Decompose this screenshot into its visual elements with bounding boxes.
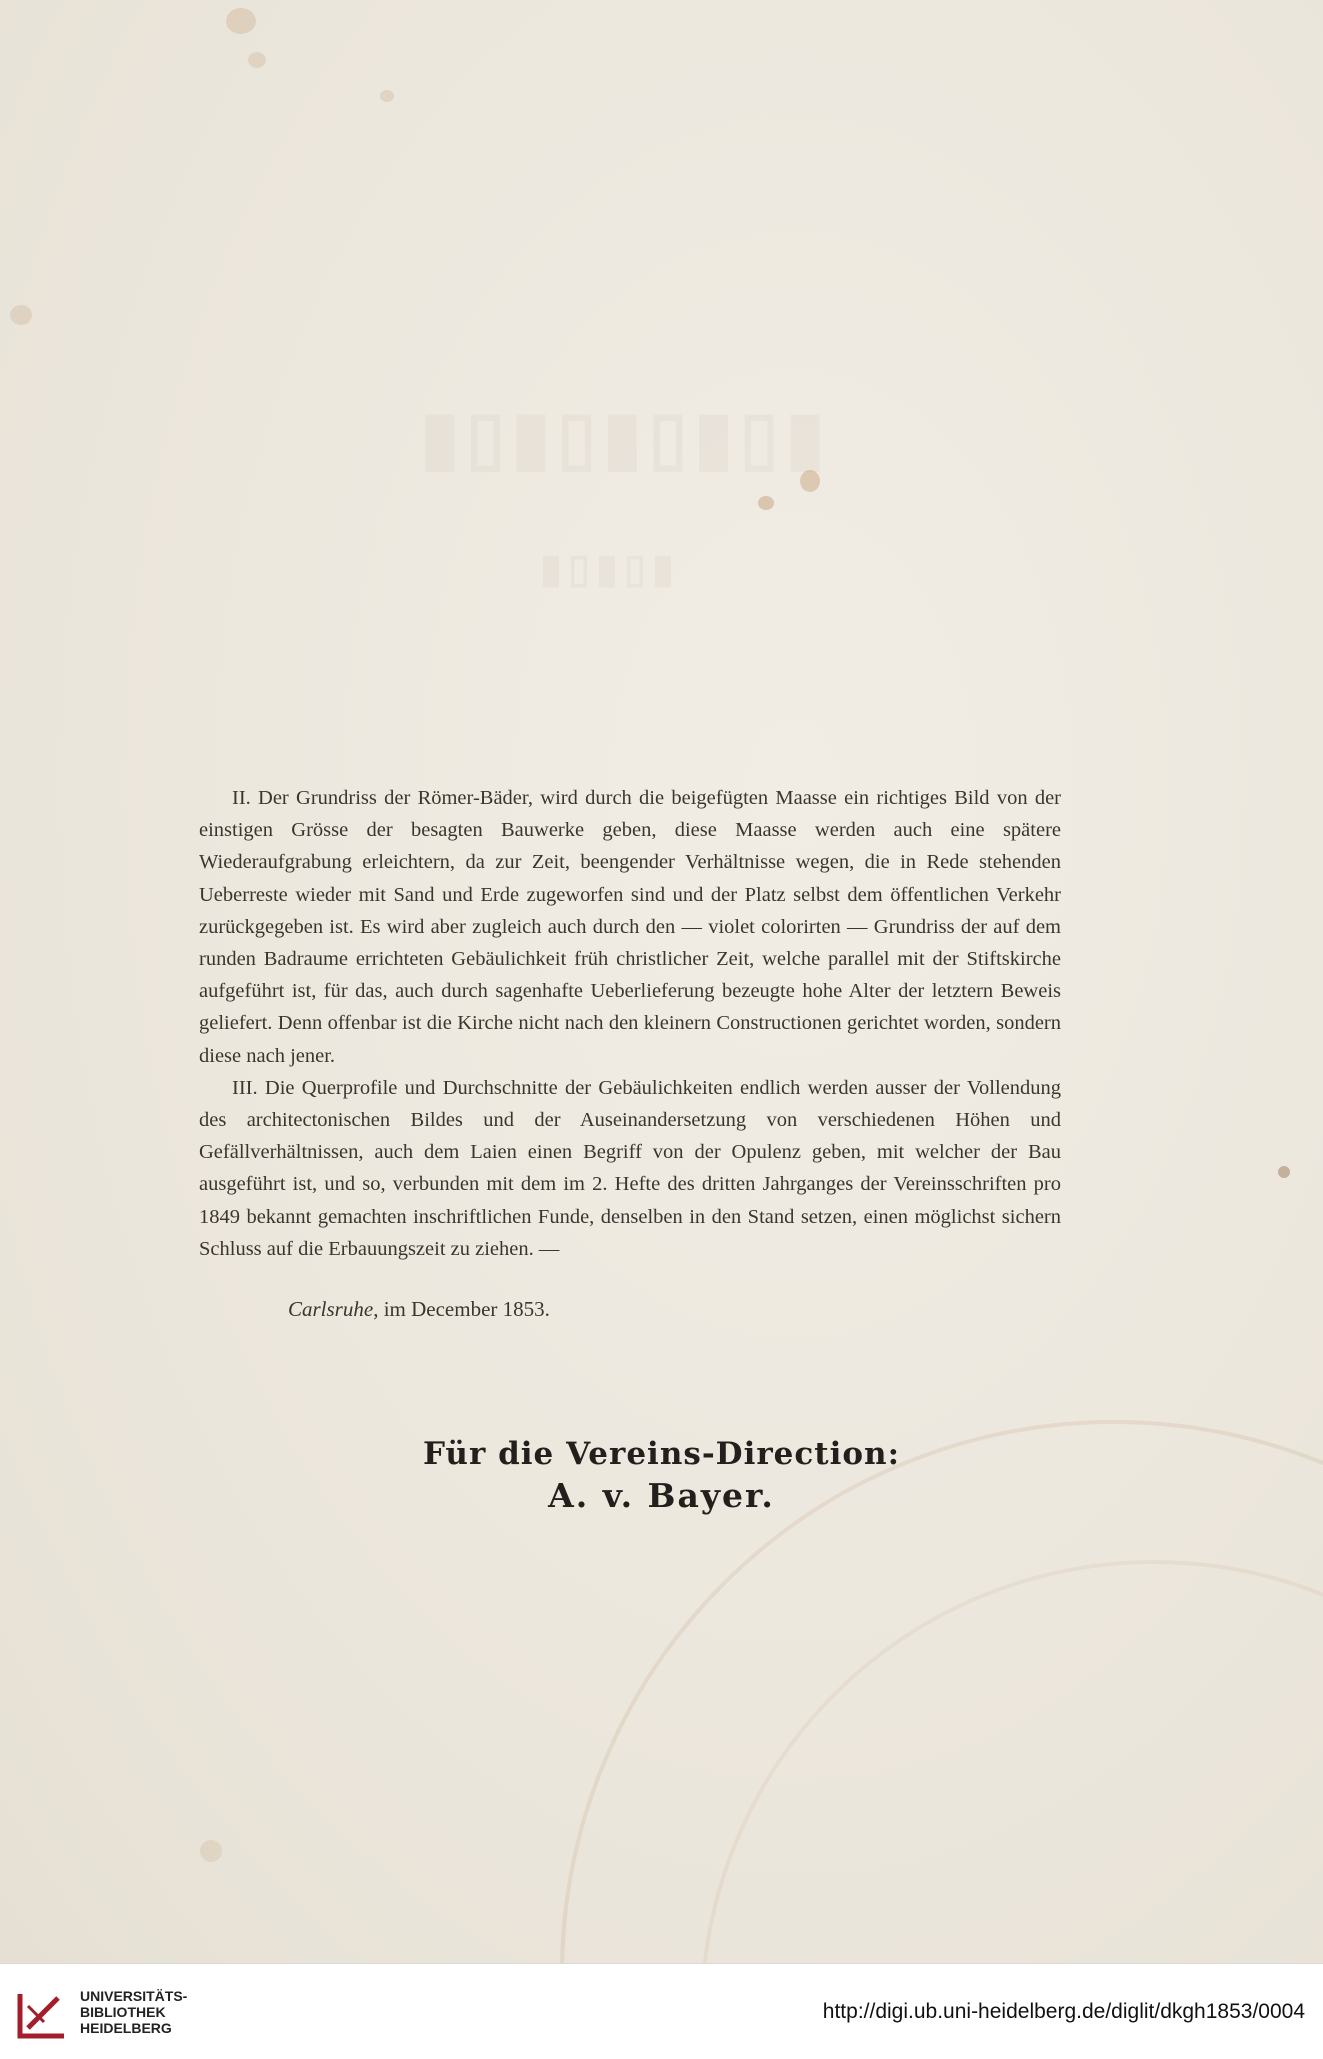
paragraph: II. Der Grundriss der Römer-Bäder, wird durch die beigefügten Maasse ein richtiges Bild von der einstigen Grösse der besagten Bauwerke geben, diese Maasse werden auch eine spätere Wiederaufgrabung erleichtern, da zur Zeit, beengender Verhältnisse wegen, die in Rede stehenden Ueberreste wieder mit Sand und Erde zugeworfen sind und der Platz selbst dem öffentlichen Verkehr zurückgegeben ist. Es wird aber zugleich auch durch den — violet colorirten — Grundriss der auf dem runden Badraume errichteten Gebäulichkeit früh christlicher Zeit, welche parallel mit der Stiftskirche aufgeführt ist, für das, auch durch sagenhafte Ueberlieferung bezeugte hohe Alter der letztern Beweis geliefert. Denn offenbar ist die Kirche nicht nach den kleinern Constructionen gerichtet worden, sondern diese nach jener. bbox=[199, 787, 1061, 1067]
library-name-line: BIBLIOTHEK bbox=[80, 2004, 166, 2020]
library-logo-icon bbox=[14, 1986, 72, 2044]
date: , im December 1853. bbox=[373, 1297, 550, 1321]
library-name-line: HEIDELBERG bbox=[80, 2020, 172, 2036]
stain bbox=[1278, 1166, 1290, 1178]
direction-heading: Für die Vereins-Direction: bbox=[422, 1436, 901, 1472]
body-text bbox=[199, 782, 1061, 1265]
place: Carlsruhe bbox=[288, 1297, 374, 1321]
paragraph: III. Die Querprofile und Durchschnitte der Gebäulichkeiten endlich werden ausser der Vollendung des architectonischen Bildes und der Auseinandersetzung von verschiedenen Höhen und Gefällverhältnissen, auch dem Laien einen Begriff von der Opulenz geben, mit welcher der Bau ausgeführt ist, und so, verbunden mit dem im 2. Hefte des dritten Jahrganges der Vereinsschriften pro 1849 bekannt gemachten inschriftlichen Funde, denselben in den Stand setzen, einen möglichst sichern Schluss auf die Erbauungszeit zu ziehen. — bbox=[199, 1076, 1061, 1260]
stain bbox=[226, 8, 256, 34]
stain bbox=[10, 305, 32, 325]
library-footer bbox=[0, 1963, 1323, 2059]
place-date-line bbox=[288, 1297, 550, 1322]
signature: A. v. Bayer. bbox=[548, 1476, 775, 1515]
stain bbox=[380, 90, 394, 102]
stain bbox=[200, 1840, 222, 1862]
stain bbox=[758, 496, 774, 510]
bleed-through: ▮▯▮▯▮ bbox=[540, 546, 681, 591]
stain bbox=[248, 52, 266, 68]
permalink[interactable]: http://digi.ub.uni-heidelberg.de/diglit/dkgh1853/0004 bbox=[822, 2000, 1305, 2023]
library-name-line: UNIVERSITÄTS- bbox=[80, 1988, 188, 2004]
library-name bbox=[80, 1988, 187, 2036]
bleed-through: ▮▯▮▯▮▯▮▯▮ bbox=[420, 398, 831, 478]
